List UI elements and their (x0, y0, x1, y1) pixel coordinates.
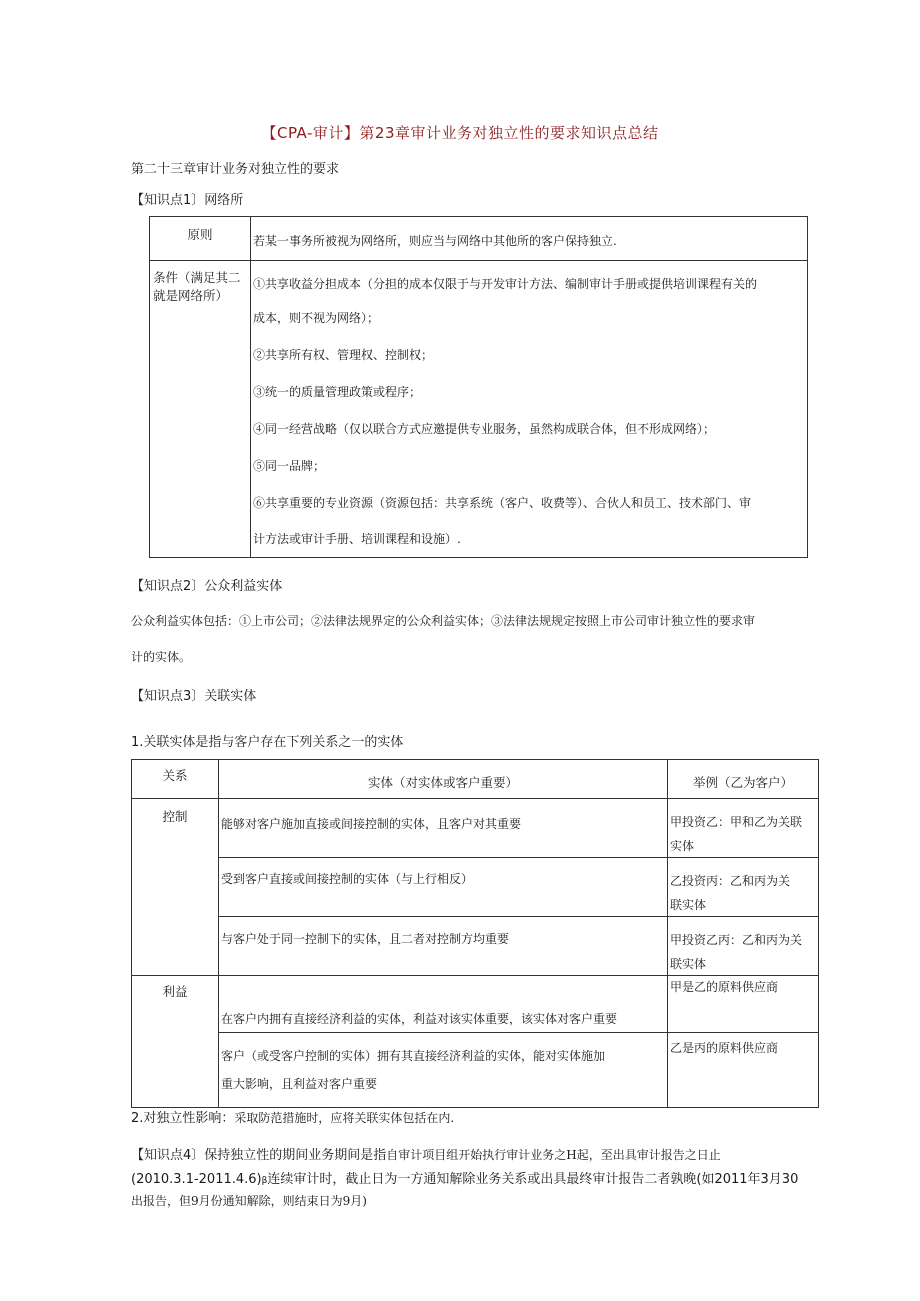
example-text: 联实体 (670, 957, 707, 971)
network-firm-table (149, 216, 808, 558)
control-label: 控制 (162, 809, 188, 824)
entity-text: 能够对客户施加直接或间接控制的实体，且客户对其重要 (221, 817, 522, 831)
header-cell (219, 760, 668, 799)
header-cell (668, 760, 819, 799)
control-label-cell (132, 799, 219, 976)
example-cell (668, 917, 819, 976)
condition-line: 计方法或审计手册、培训课程和设施）. (253, 532, 461, 546)
interest-label-cell (132, 976, 219, 1108)
example-text: 实体 (670, 839, 695, 853)
condition-line: ①共享收益分担成本（分担的成本仅限于与开发审计方法、编制审计手册或提供培训课程有关的 (253, 277, 758, 291)
header-cell (132, 760, 219, 799)
conditions-label-line1: 条件（满足其二 (153, 270, 241, 285)
condition-line: ③统一的质量管理政策或程序； (253, 385, 422, 399)
entity-text: 重大影响，且利益对客户重要 (221, 1077, 378, 1091)
entity-text: 与客户处于同一控制下的实体，且二者对控制方均重要 (221, 932, 510, 946)
example-cell (668, 1033, 819, 1108)
entity-cell (219, 1033, 668, 1108)
kp4-line1: 自审计项目组开始执行审计业务之H起，至出具审计报告之日止 (386, 1148, 721, 1162)
principle-text: 若某一事务所被视为网络所，则应当与网络中其他所的客户保持独立. (253, 234, 617, 248)
kp4-heading: 【知识点4〕保持独立性的期间业务期间是指 (131, 1148, 387, 1163)
example-cell (668, 858, 819, 917)
example-cell (668, 799, 819, 858)
conditions-label-line2: 就是网络所） (153, 288, 229, 303)
kp3-heading: 【知识点3〕关联实体 (131, 689, 257, 704)
example-text: 联实体 (670, 898, 707, 912)
example-text: 甲投资乙：甲和乙为关联 (670, 815, 803, 829)
conditions-text-cell (251, 261, 808, 558)
page-title: 【CPA-审计】第23章审计业务对独立性的要求知识点总结 (261, 124, 659, 142)
entity-text: 在客户内拥有直接经济利益的实体，利益对该实体重要，该实体对客户重要 (221, 1012, 618, 1026)
kp2-text-line2: 计的实体。 (131, 650, 192, 664)
entity-text: 客户（或受客户控制的实体）拥有其直接经济利益的实体，能对实体施加 (221, 1049, 606, 1063)
header-relation: 关系 (162, 768, 188, 783)
condition-line: ②共享所有权、管理权、控制权； (253, 348, 434, 362)
example-text: 乙是丙的原料供应商 (670, 1041, 779, 1055)
entity-cell (219, 976, 668, 1033)
example-text: 乙投资丙：乙和丙为关 (670, 874, 791, 888)
entity-text: 受到客户直接或间接控制的实体（与上行相反） (221, 872, 474, 886)
kp2-text-line1: 公众利益实体包括：①上市公司；②法律法规界定的公众利益实体；③法律法规规定按照上市公司审计独立性的要求审 (131, 614, 756, 628)
kp3-sub2-text: 采取防范措施时，应将关联实体包括在内. (234, 1111, 455, 1125)
related-entity-table (131, 759, 819, 1108)
kp4-period: (2010.3.1-2011.4.6) (131, 1172, 262, 1187)
example-text: 甲是乙的原料供应商 (670, 980, 779, 994)
kp4-line2: 连续审计时，截止日为一方通知解除业务关系或出具最终审计报告二者孰晚(如2011年3月30 (267, 1172, 799, 1187)
entity-cell (219, 858, 668, 917)
kp2-heading: 【知识点2〕公众利益实体 (131, 579, 283, 594)
example-cell (668, 976, 819, 1033)
conditions-label-cell (150, 261, 251, 558)
example-text: 甲投资乙丙：乙和丙为关 (670, 933, 803, 947)
kp4-line3: 出报告，但9月份通知解除，则结束日为9月) (131, 1194, 367, 1208)
kp3-sub1: 1.关联实体是指与客户存在下列关系之一的实体 (131, 735, 404, 750)
header-example: 举例（乙为客户） (692, 775, 793, 790)
principle-label: 原则 (187, 227, 213, 242)
entity-cell (219, 799, 668, 858)
interest-label: 利益 (162, 984, 188, 999)
condition-line: ⑥共享重要的专业资源（资源包括：共享系统（客户、收费等）、合伙人和员工、技术部门、审 (253, 496, 752, 510)
principle-label-cell (150, 217, 251, 261)
kp4-beta: β (261, 1176, 268, 1186)
condition-line: ⑤同一品牌； (253, 459, 326, 473)
condition-line: ④同一经营战略（仅以联合方式应邀提供专业服务，虽然构成联合体，但不形成网络）； (253, 422, 716, 436)
condition-line: 成本，则不视为网络）； (253, 311, 380, 325)
kp1-heading: 【知识点1〕网络所 (131, 193, 244, 208)
kp3-sub2-label: 2.对独立性影响： (131, 1111, 235, 1126)
principle-text-cell (251, 217, 808, 261)
header-entity: 实体（对实体或客户重要） (367, 775, 518, 790)
entity-cell (219, 917, 668, 976)
chapter-heading: 第二十三章审计业务对独立性的要求 (131, 162, 340, 177)
